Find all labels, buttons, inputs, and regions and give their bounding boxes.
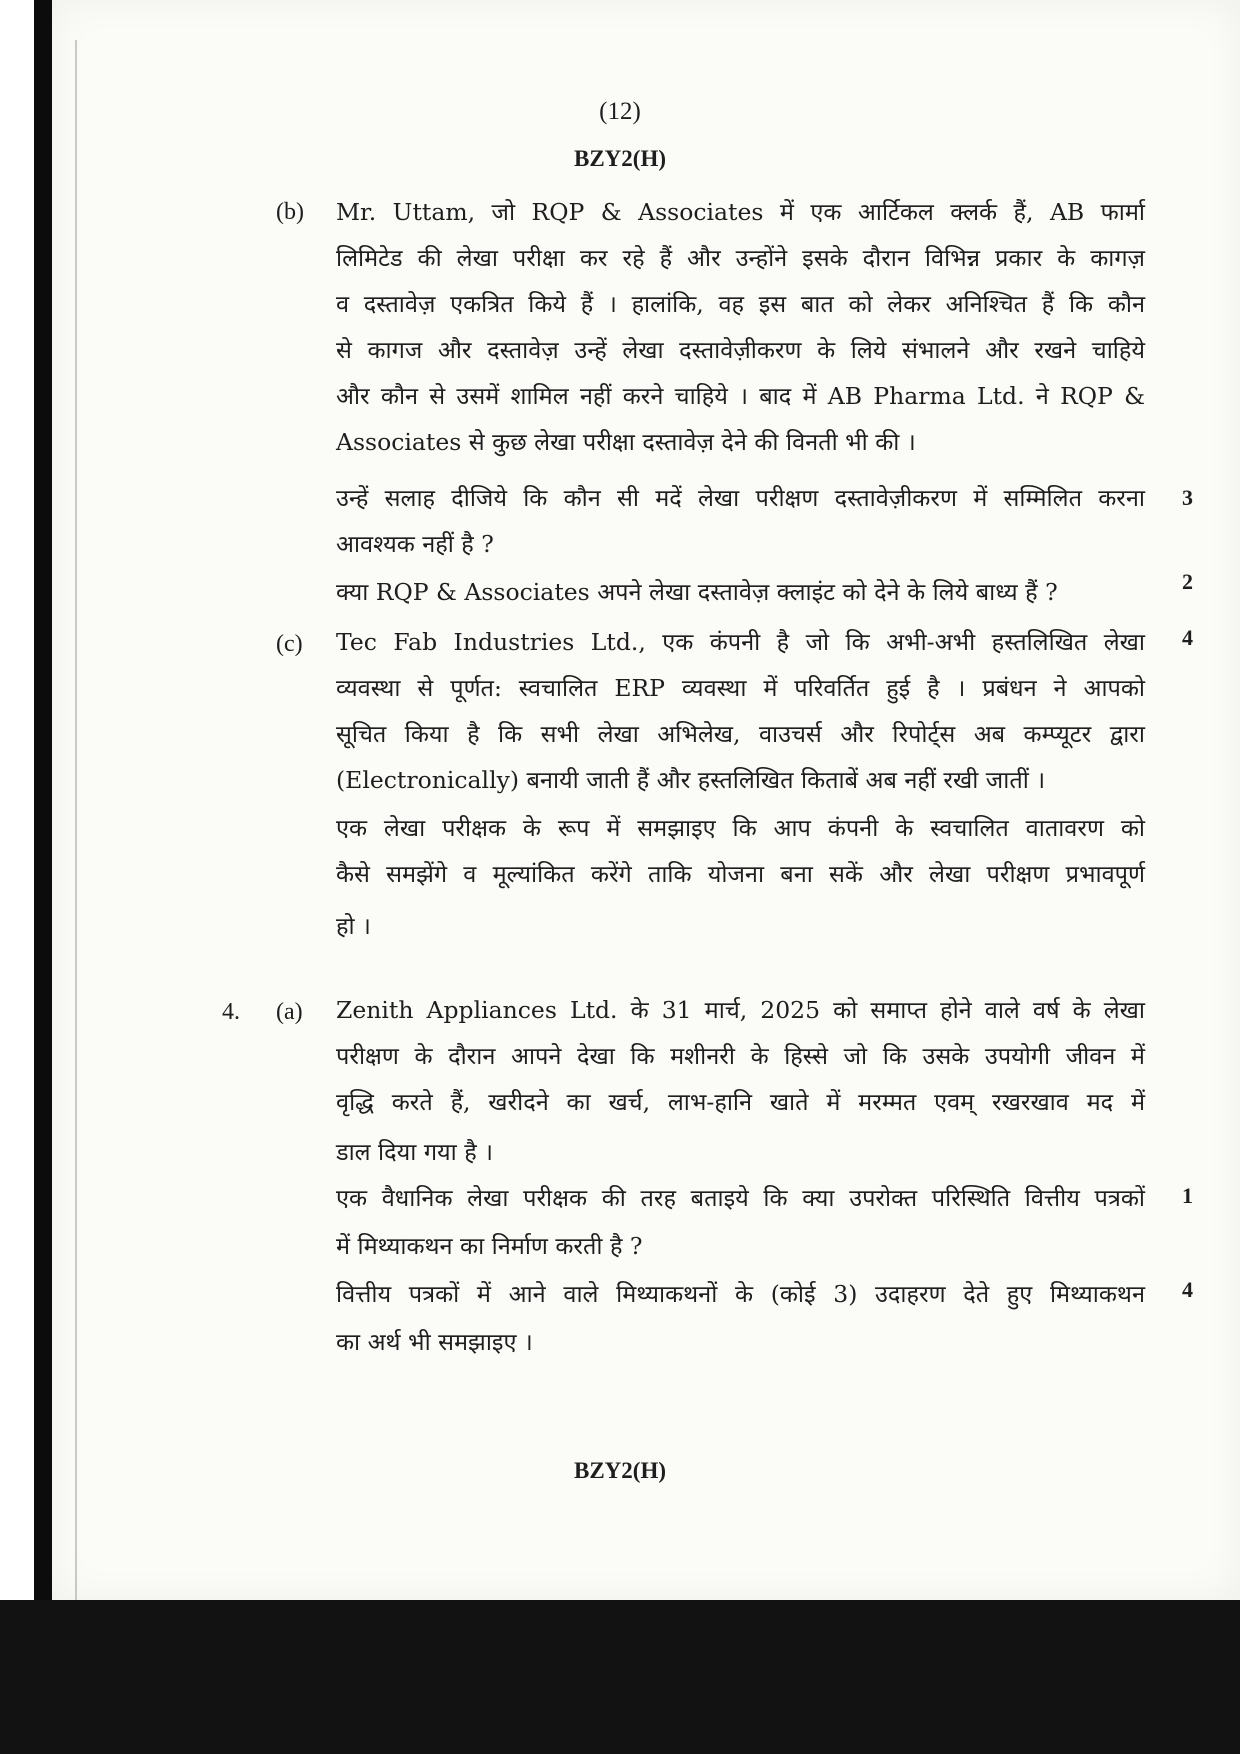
q4a-line-2: परीक्षण के दौरान आपने देखा कि मशीनरी के हिस्से जो कि उसके उपयोगी जीवन में — [336, 1042, 1145, 1070]
question-label-3c: (c) — [276, 631, 303, 657]
question-number-4: 4. — [222, 999, 240, 1025]
q3b-line-9: क्या RQP & Associates अपने लेखा दस्तावेज़ क्लाइंट को देने के लिये बाध्य हैं ? — [336, 578, 1058, 606]
q4a-line-5: एक वैधानिक लेखा परीक्षक की तरह बताइये कि क्या उपरोक्त परिस्थिति वित्तीय पत्रकों — [336, 1184, 1145, 1212]
paper-sheet — [52, 0, 1240, 1600]
q3c-line-6: कैसे समझेंगे व मूल्यांकित करेंगे ताकि योजना बना सकें और लेखा परीक्षण प्रभावपूर्ण — [336, 860, 1145, 888]
q3c-line-3: सूचित किया है कि सभी लेखा अभिलेख, वाउचर्स और रिपोर्ट्स अब कम्प्यूटर द्वारा — [336, 720, 1145, 748]
q3b-line-2: लिमिटेड की लेखा परीक्षा कर रहे हैं और उन्होंने इसके दौरान विभिन्न प्रकार के कागज़ — [336, 244, 1145, 272]
question-label-4a: (a) — [276, 999, 303, 1025]
scan-bottom-background — [0, 1600, 1240, 1754]
q3b-line-4: से कागज और दस्तावेज़ उन्हें लेखा दस्तावेज़ीकरण के लिये संभालने और रखने चाहिये — [336, 336, 1145, 364]
q3c-line-4: (Electronically) बनायी जाती हैं और हस्तलिखित किताबें अब नहीं रखी जातीं । — [336, 766, 1046, 794]
q4a-line-6: में मिथ्याकथन का निर्माण करती है ? — [336, 1232, 643, 1260]
q3b-line-8: आवश्यक नहीं है ? — [336, 530, 494, 558]
marks-q4a-misstatement: 1 — [1182, 1183, 1193, 1208]
q4a-line-4: डाल दिया गया है । — [336, 1138, 494, 1166]
marks-q3c: 4 — [1182, 625, 1193, 650]
q4a-line-8: का अर्थ भी समझाइए । — [336, 1328, 533, 1356]
q3c-line-2: व्यवस्था से पूर्णत: स्वचालित ERP व्यवस्था में परिवर्तित हुई है । प्रबंधन ने आपको — [336, 674, 1145, 702]
q3b-line-5: और कौन से उसमें शामिल नहीं करने चाहिये । बाद में AB Pharma Ltd. ने RQP & — [336, 382, 1145, 410]
q4a-line-3: वृद्धि करते हैं, खरीदने का खर्च, लाभ-हानि खाते में मरम्मत एवम् रखरखाव मद में — [336, 1088, 1145, 1116]
q3c-line-1: Tec Fab Industries Ltd., एक कंपनी है जो कि अभी-अभी हस्तलिखित लेखा — [336, 628, 1145, 656]
question-label-3b: (b) — [276, 199, 304, 225]
scan-left-edge — [34, 0, 52, 1620]
q3b-line-1: Mr. Uttam, जो RQP & Associates में एक आर्टिकल क्लर्क हैं, AB फार्मा — [336, 198, 1145, 226]
marks-q4a-examples: 4 — [1182, 1277, 1193, 1302]
q3c-line-7: हो । — [336, 912, 371, 940]
paper-code-top: BZY2(H) — [574, 146, 666, 171]
underlying-sheet-edge — [75, 40, 77, 1600]
q3c-line-5: एक लेखा परीक्षक के रूप में समझाइए कि आप कंपनी के स्वचालित वातावरण को — [336, 814, 1145, 842]
q4a-line-7: वित्तीय पत्रकों में आने वाले मिथ्याकथनों के (कोई 3) उदाहरण देते हुए मिथ्याकथन — [336, 1280, 1145, 1308]
q3b-line-3: व दस्तावेज़ एकत्रित किये हैं । हालांकि, वह इस बात को लेकर अनिश्चित हैं कि कौन — [336, 290, 1145, 318]
marks-q3b-advice: 3 — [1182, 485, 1193, 510]
q4a-line-1: Zenith Appliances Ltd. के 31 मार्च, 2025 को समाप्त होने वाले वर्ष के लेखा — [336, 996, 1145, 1024]
paper-code-bottom: BZY2(H) — [574, 1458, 666, 1483]
marks-q3b-obligation: 2 — [1182, 569, 1193, 594]
page-number: (12) — [599, 98, 641, 125]
q3b-line-6: Associates से कुछ लेखा परीक्षा दस्तावेज़ देने की विनती भी की । — [336, 428, 916, 456]
q3b-line-7: उन्हें सलाह दीजिये कि कौन सी मदें लेखा परीक्षण दस्तावेज़ीकरण में सम्मिलित करना — [336, 484, 1145, 512]
